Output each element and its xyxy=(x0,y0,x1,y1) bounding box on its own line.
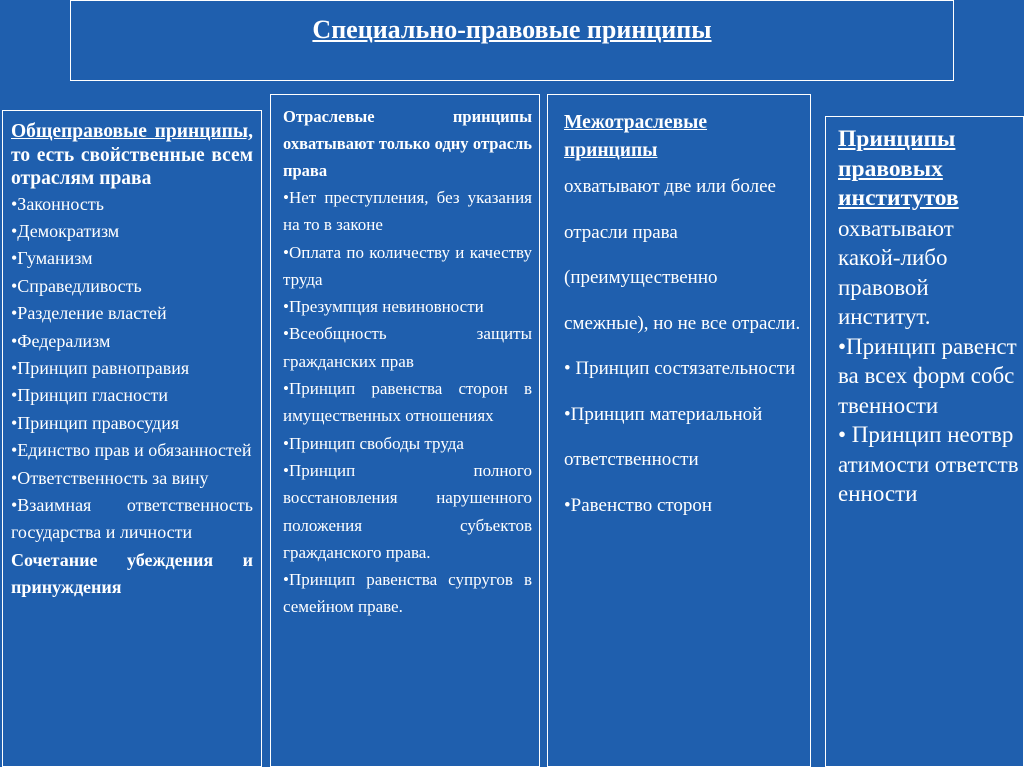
general-principles-heading xyxy=(11,120,253,191)
list-item: •Принцип материальной ответственности xyxy=(564,403,763,470)
list-item: •Принцип равенства супругов в семейном праве. xyxy=(283,570,532,617)
general-principles-heading-underlined: Общеправовые принципы, xyxy=(11,121,253,142)
list-item: •Презумпция невиновности xyxy=(283,297,484,317)
legal-institution-principles-content xyxy=(838,125,1019,509)
interbranch-principles-content xyxy=(564,109,802,528)
legal-institution-principles-heading: Принципы правовых институтов xyxy=(838,126,959,211)
general-principles-heading-rest: то есть свойственные всем отраслям права xyxy=(11,144,253,189)
page-title: Специально-правовые принципы xyxy=(312,15,712,44)
list-item: •Всеобщность защиты гражданских прав xyxy=(283,324,532,371)
list-item: •Справедливость xyxy=(11,275,142,296)
list-item: • Принцип неотвратимости ответственности xyxy=(838,422,1019,506)
list-item: • Принцип состязательности xyxy=(564,358,796,379)
legal-institution-principles-description: охватывают какой-либо правовой институт. xyxy=(838,215,954,329)
list-item: •Принцип равенства сторон в имущественных отношениях xyxy=(283,379,532,426)
interbranch-principles-heading: Межотраслевые принципы xyxy=(564,112,708,161)
branch-principles-heading: Отраслевые принципы охватывают только одну отрасль права xyxy=(283,107,532,180)
interbranch-principles-description: охватывают две или более отрасли права (преимущественно смежные), но не все отрасли. xyxy=(564,176,801,334)
list-item: •Равенство сторон xyxy=(564,494,713,516)
list-item: •Принцип полного восстановления нарушенного положения субъектов гражданского права. xyxy=(283,460,532,562)
list-item: •Принцип правосудия xyxy=(11,412,180,433)
list-item: •Законность xyxy=(11,193,104,214)
general-principles-box xyxy=(2,110,262,767)
list-item: •Оплата по количеству и качеству труда xyxy=(283,242,532,289)
list-item: •Демократизм xyxy=(11,220,120,241)
branch-principles-content xyxy=(283,103,532,621)
list-item: •Нет преступления, без указания на то в законе xyxy=(283,188,532,235)
list-item: •Принцип свободы труда xyxy=(283,433,464,453)
legal-institution-principles-box xyxy=(825,116,1024,767)
list-item: •Гуманизм xyxy=(11,248,93,269)
branch-principles-box xyxy=(270,94,540,767)
closing-principle: Сочетание убеждения и принуждения xyxy=(11,549,253,598)
list-item: •Принцип равноправия xyxy=(11,357,190,378)
list-item: •Разделение властей xyxy=(11,303,167,324)
list-item: •Взаимная ответственность государства и личности xyxy=(11,494,253,543)
title-box xyxy=(70,0,954,81)
list-item: •Принцип гласности xyxy=(11,385,168,406)
list-item: •Принцип равенства всех форм собственности xyxy=(838,333,1017,418)
list-item: •Единство прав и обязанностей xyxy=(11,440,252,461)
interbranch-principles-box xyxy=(547,94,811,767)
list-item: •Федерализм xyxy=(11,330,111,351)
list-item: •Ответственность за вину xyxy=(11,467,209,488)
general-principles-content xyxy=(11,120,253,602)
